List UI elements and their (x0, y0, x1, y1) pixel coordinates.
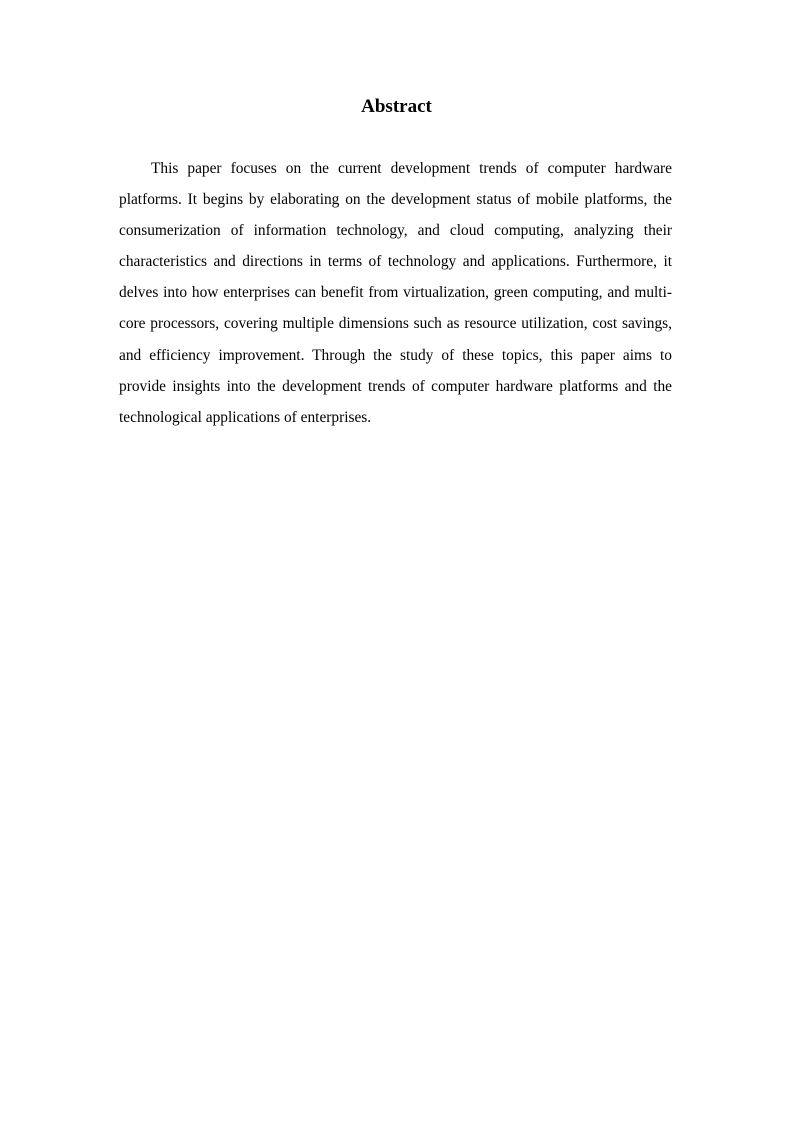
abstract-paragraph: This paper focuses on the current development trends of computer hardware platforms. It begins by elaborating on the development status of mobile platforms, the consumerization of information technology, and cloud computing, analyzing their characteristics and directions in terms of technology and applications. Furthermore, it delves into how enterprises can benefit from virtualization, green computing, and multi-core processors, covering multiple dimensions such as resource utilization, cost savings, and efficiency improvement. Through the study of these topics, this paper aims to provide insights into the development trends of computer hardware platforms and the technological applications of enterprises. (119, 160, 672, 426)
abstract-heading: Abstract (361, 96, 432, 117)
